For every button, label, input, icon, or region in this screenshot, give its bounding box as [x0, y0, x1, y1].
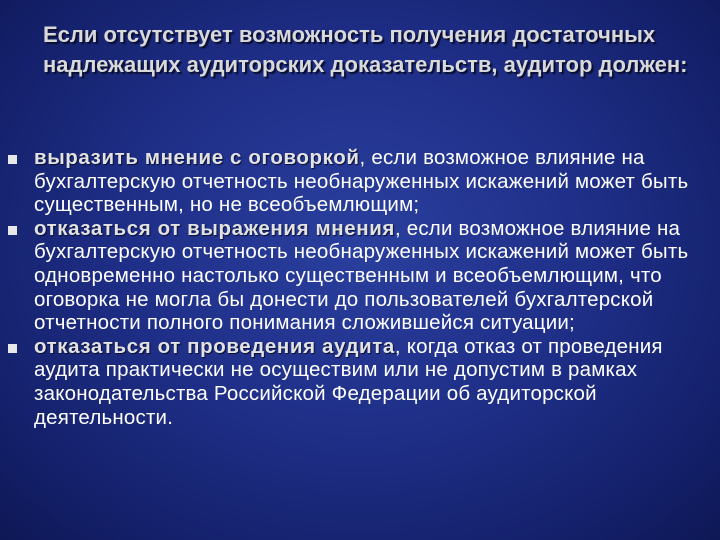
bullet-text: , если возможное влияние на бухгалтерскую отчетность необнаруженных искажений может быть одновременно настолько существенным и всеобъемлющим, что оговорка не могла бы донести до пользователей бухгалтерской отчетности полного понимания сложившейся ситуации; [34, 216, 689, 335]
slide-title: Если отсутствует возможность получения достаточных надлежащих аудиторских доказательств, аудитор должен: [43, 22, 688, 77]
square-bullet-icon [8, 344, 17, 353]
square-bullet-icon [8, 226, 17, 235]
square-bullet-icon [8, 155, 17, 164]
bullet-item-disclaimer-of-opinion [0, 217, 720, 335]
bullet-text: , если возможное влияние на бухгалтерскую отчетность необнаруженных искажений может быть существенным, но не всеобъемлющим; [34, 146, 689, 217]
bullet-list [0, 146, 720, 429]
bullet-item-withdraw-from-audit [0, 335, 720, 429]
bullet-text: , когда отказ от проведения аудита практически не осуществим или не допустим в рамках законодательства Российской Федерации об аудиторской деятельности. [34, 334, 663, 429]
bullet-emphasis: отказаться от выражения мнения [34, 216, 395, 240]
bullet-emphasis: выразить мнение с оговоркой [34, 146, 360, 169]
bullet-emphasis: отказаться от проведения аудита [34, 334, 395, 358]
bullet-item-qualified-opinion [0, 146, 720, 217]
